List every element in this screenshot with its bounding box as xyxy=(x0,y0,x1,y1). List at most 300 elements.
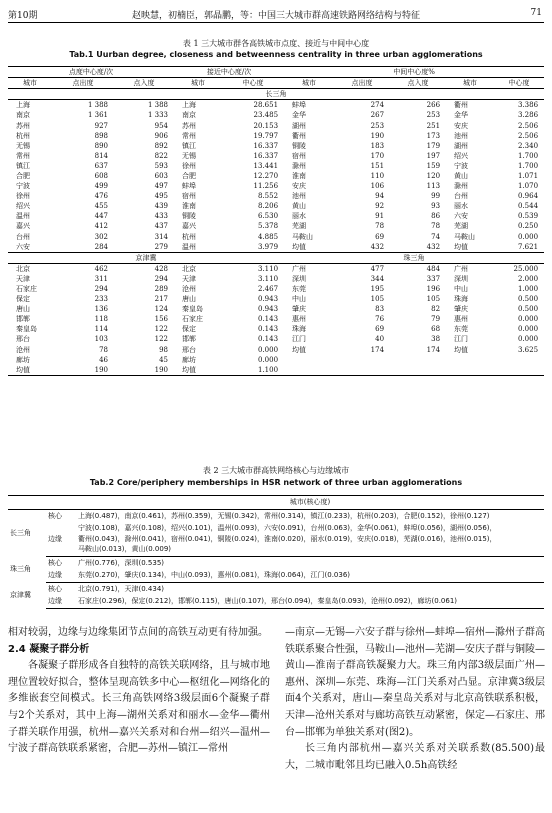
table-cell: 3.110 xyxy=(257,264,279,273)
table-cell xyxy=(284,355,334,365)
table-cell: 秦皇岛 xyxy=(16,325,37,334)
table-cell: 82 xyxy=(431,305,441,314)
table2-caption-en: Tab.2 Core/periphery memberships in HSR network of three urban agglomerations xyxy=(89,478,463,487)
table-cell: 池州 xyxy=(454,131,469,140)
table-cell: 合肥 xyxy=(182,171,197,180)
table-cell: 上海 xyxy=(16,101,30,110)
column-header: 点出度 xyxy=(334,78,390,89)
table-row xyxy=(8,221,544,231)
table-cell: 92 xyxy=(375,202,385,211)
table-cell: 徐州 xyxy=(16,192,30,201)
table-cell: 惠州 xyxy=(454,315,469,324)
table-cell: 179 xyxy=(426,141,441,150)
table-cell: 447 xyxy=(94,212,108,221)
table-cell: 890 xyxy=(94,141,108,150)
table-cell: 251 xyxy=(426,121,441,130)
table-row xyxy=(8,131,544,141)
body-right-column xyxy=(285,625,545,774)
table-cell: 滁州 xyxy=(292,161,307,170)
table-cell: 170 xyxy=(370,151,385,160)
table-cell: 嘉兴 xyxy=(182,222,197,231)
table-cell: 114 xyxy=(94,325,108,334)
table-cell: 珠海 xyxy=(292,325,307,334)
table-cell: 1 361 xyxy=(87,111,108,120)
table-cell: 均值 xyxy=(454,242,469,251)
column-header: 城市 xyxy=(284,78,334,89)
region-label: 京津冀 xyxy=(10,590,31,599)
table-cell: 3.286 xyxy=(518,111,539,120)
table-cell: 1 333 xyxy=(147,111,169,120)
table-cell: 1.071 xyxy=(518,171,539,180)
table-cell: 滁州 xyxy=(454,182,469,191)
table-row xyxy=(8,355,544,365)
table-cell: 秦皇岛 xyxy=(182,305,204,314)
body-left-column xyxy=(8,625,270,758)
table-cell: 25.000 xyxy=(513,264,539,273)
table-cell: 174 xyxy=(426,345,441,354)
page-number: 71 xyxy=(530,8,542,18)
table-cell: 190 xyxy=(114,365,174,376)
membership-kind: 核心 xyxy=(48,558,62,567)
table-row xyxy=(8,569,544,582)
table-cell: 江门 xyxy=(454,335,469,344)
table-cell: 惠州 xyxy=(292,315,307,324)
table-cell: 106 xyxy=(370,182,385,191)
table-cell: 2.467 xyxy=(257,285,279,294)
table-cell: 六安 xyxy=(454,212,469,221)
table-row xyxy=(8,191,544,201)
table-cell: 46 xyxy=(99,355,108,364)
table-cell: 均值 xyxy=(8,365,52,376)
table-cell: 183 xyxy=(370,141,385,150)
table-cell: 均值 xyxy=(292,242,307,251)
table-cell: 344 xyxy=(370,274,385,283)
table-cell: 105 xyxy=(426,295,441,304)
table-cell: 289 xyxy=(154,285,169,294)
table-cell: 0.544 xyxy=(518,202,539,211)
city-list-line: 上海(0.487)，南京(0.461)，苏州(0.359)，无锡(0.342)，常州(0.314)，镇江(0.233)，杭州(0.203)，合肥(0.152)，徐州(0.127) xyxy=(78,511,490,520)
table-cell: 99 xyxy=(431,192,441,201)
table-cell: 0.000 xyxy=(518,232,539,241)
table-cell: 196 xyxy=(426,285,441,294)
table-cell: 0.943 xyxy=(257,295,279,304)
table-cell: 池州 xyxy=(292,192,307,201)
city-list xyxy=(76,569,544,582)
table-cell: 绍兴 xyxy=(16,202,30,211)
table-cell: 肇庆 xyxy=(292,305,307,314)
table1 xyxy=(8,66,544,376)
table-cell: 宿州 xyxy=(292,151,307,160)
table-cell: 69 xyxy=(375,325,385,334)
table-row xyxy=(8,171,544,181)
table-cell: 337 xyxy=(426,274,441,283)
column-header: 城市 xyxy=(8,78,52,89)
table-cell: 3.386 xyxy=(518,101,539,110)
table-cell: 中山 xyxy=(292,295,307,304)
table1-caption-cn: 表 1 三大城市群各高铁城市点度、接近与中间中心度 xyxy=(182,39,370,48)
table-cell: 沧州 xyxy=(16,345,30,354)
table-cell: 蚌埠 xyxy=(182,182,197,191)
table-cell: 927 xyxy=(94,121,108,130)
region-label: 京津冀 xyxy=(8,252,284,263)
table-cell: 608 xyxy=(94,171,108,180)
table-cell: 均值 xyxy=(174,365,222,376)
table-cell: 0.000 xyxy=(518,335,539,344)
table-cell: 195 xyxy=(370,285,385,294)
table-cell xyxy=(494,355,544,365)
table-cell: 78 xyxy=(431,222,441,231)
table-cell: 20.153 xyxy=(253,121,279,130)
paragraph: 相对较弱，边缘与边缘集团节点间的高铁互动更有待加强。 xyxy=(8,627,268,638)
table-cell: 温州 xyxy=(16,212,30,221)
table-cell: 495 xyxy=(154,192,169,201)
table-cell: 69 xyxy=(375,232,385,241)
table-row xyxy=(8,509,544,522)
table-cell: 保定 xyxy=(182,325,197,334)
table-cell: 苏州 xyxy=(16,121,30,130)
column-header: 点入度 xyxy=(114,78,174,89)
table-cell: 954 xyxy=(154,121,169,130)
region-label: 珠三角 xyxy=(284,252,544,263)
city-list xyxy=(76,595,544,608)
table-cell: 94 xyxy=(375,192,385,201)
table-cell: 苏州 xyxy=(182,121,197,130)
table-row xyxy=(8,100,544,111)
column-header: 城市 xyxy=(174,78,222,89)
city-list xyxy=(76,522,544,556)
table-cell: 455 xyxy=(94,202,108,211)
table-cell: 603 xyxy=(154,171,169,180)
table-cell: 1 388 xyxy=(147,101,169,110)
table-cell: 杭州 xyxy=(16,131,30,140)
table-cell: 122 xyxy=(154,335,169,344)
table-cell: 432 xyxy=(370,242,385,251)
table-cell: 上海 xyxy=(182,101,197,110)
paragraph: —南京—无锡—六安子群与徐州—蚌埠—宿州—滁州子群高铁联系聚合性强，马鞍山—池州—芜湖—安庆子群与铜陵—黄山—淮南子群高铁凝聚力大。珠三角内部3级层面广州—惠州、深圳—东莞、珠海—江门关系对凸显。京津冀3级层面4个关系对，唐山—秦皇岛关系对与北京高铁联系积极，天津—沧州关系对与廊坊高铁互动紧密，保定—石家庄、邢台—邯郸为单独关系对(图2)。 xyxy=(285,627,545,738)
table-row xyxy=(8,263,544,274)
table-cell: 190 xyxy=(370,131,385,140)
table-row xyxy=(8,274,544,284)
table-cell: 412 xyxy=(94,222,108,231)
running-header xyxy=(8,6,544,23)
city-list xyxy=(76,509,544,522)
table-cell: 南京 xyxy=(182,111,197,120)
table-row xyxy=(8,232,544,242)
table-cell: 110 xyxy=(370,171,385,180)
table-cell: 78 xyxy=(375,222,385,231)
table-cell: 广州 xyxy=(454,264,469,273)
table-cell: 5.378 xyxy=(257,222,279,231)
city-list xyxy=(76,556,544,569)
table-cell: 保定 xyxy=(16,295,30,304)
table-cell: 0.143 xyxy=(257,335,279,344)
table-cell: 无锡 xyxy=(182,151,197,160)
table-cell: 822 xyxy=(154,151,169,160)
table-cell: 2.506 xyxy=(518,121,539,130)
table-cell: 3.110 xyxy=(257,274,279,283)
table-cell: 124 xyxy=(154,305,169,314)
table-cell: 1.100 xyxy=(222,365,284,376)
table-cell: 253 xyxy=(426,111,441,120)
table-cell: 76 xyxy=(375,315,385,324)
table-cell: 合肥 xyxy=(16,171,30,180)
table-cell: 6.530 xyxy=(257,212,279,221)
table-cell: 1.700 xyxy=(518,161,539,170)
table-cell: 马鞍山 xyxy=(454,232,476,241)
table-cell: 11.256 xyxy=(253,182,279,191)
table-cell: 淮南 xyxy=(292,171,307,180)
table-cell: 邢台 xyxy=(16,335,30,344)
column-header: 城市 xyxy=(446,78,494,89)
table-cell: 267 xyxy=(370,111,385,120)
table-cell: 3.625 xyxy=(518,345,539,354)
table-row xyxy=(8,211,544,221)
group-header: 接近中心度/次 xyxy=(174,67,284,78)
table-cell: 462 xyxy=(94,264,108,273)
table-row xyxy=(8,294,544,304)
table-cell: 311 xyxy=(94,274,108,283)
table-row xyxy=(8,522,544,556)
table-cell: 98 xyxy=(159,345,169,354)
table-row xyxy=(8,324,544,334)
table-cell: 金华 xyxy=(454,111,469,120)
table-row xyxy=(8,120,544,130)
table-cell: 284 xyxy=(94,242,108,251)
table-cell: 83 xyxy=(375,305,385,314)
table-cell: 439 xyxy=(154,202,169,211)
table-row xyxy=(8,181,544,191)
table-cell: 16.337 xyxy=(253,151,279,160)
table-cell: 28.651 xyxy=(253,101,279,110)
table-cell: 北京 xyxy=(16,264,30,273)
table-cell: 绍兴 xyxy=(454,151,469,160)
table-cell: 159 xyxy=(426,161,441,170)
table-cell: 7.621 xyxy=(518,242,539,251)
table-row xyxy=(8,595,544,608)
table-cell: 40 xyxy=(375,335,385,344)
table-cell: 廊坊 xyxy=(16,355,30,364)
table-cell: 常州 xyxy=(182,131,197,140)
table-row xyxy=(8,582,544,595)
table-cell: 东莞 xyxy=(454,325,469,334)
table-cell: 23.485 xyxy=(253,111,279,120)
table-cell: 广州 xyxy=(292,264,307,273)
table-cell: 314 xyxy=(154,232,169,241)
table-cell: 898 xyxy=(94,131,108,140)
table-cell xyxy=(390,355,446,365)
membership-kind: 边缘 xyxy=(46,569,76,582)
section-heading: 2.4 凝聚子群分析 xyxy=(8,643,90,655)
table-row xyxy=(8,304,544,314)
city-list-line: 马鞍山(0.013)，黄山(0.009) xyxy=(78,545,172,553)
table-cell: 宿州 xyxy=(182,192,197,201)
table-cell: 814 xyxy=(94,151,108,160)
table-cell: 477 xyxy=(370,264,385,273)
table-cell: 铜陵 xyxy=(182,212,197,221)
table-cell: 六安 xyxy=(16,242,30,251)
table-cell: 197 xyxy=(426,151,441,160)
table-cell: 北京 xyxy=(182,264,197,273)
table-cell: 安庆 xyxy=(454,121,469,130)
table-cell: 432 xyxy=(426,242,441,251)
table-cell: 2.000 xyxy=(518,274,539,283)
table-cell: 86 xyxy=(431,212,441,221)
region-label: 长三角 xyxy=(10,528,31,537)
table-cell: 蚌埠 xyxy=(292,101,307,110)
table-cell: 邯郸 xyxy=(16,315,30,324)
table-cell: 2.340 xyxy=(518,141,539,150)
table-cell: 0.143 xyxy=(257,325,279,334)
table-cell: 常州 xyxy=(16,151,30,160)
table-row xyxy=(8,161,544,171)
table-cell: 892 xyxy=(154,141,169,150)
table-cell: 8.552 xyxy=(257,192,279,201)
table-cell: 266 xyxy=(426,101,441,110)
table-cell: 石家庄 xyxy=(16,285,37,294)
table-cell: 2.506 xyxy=(518,131,539,140)
table-cell: 13.441 xyxy=(253,161,279,170)
table-cell: 丽水 xyxy=(292,212,307,221)
table-cell xyxy=(390,365,446,376)
table-cell: 906 xyxy=(154,131,169,140)
table-cell: 0.000 xyxy=(257,345,279,354)
table-cell: 肇庆 xyxy=(454,305,469,314)
table-cell: 温州 xyxy=(182,242,197,251)
table-cell: 91 xyxy=(375,212,385,221)
table-cell: 593 xyxy=(154,161,169,170)
table-cell: 邯郸 xyxy=(182,335,197,344)
table-cell: 铜陵 xyxy=(292,141,307,150)
membership-kind: 核心 xyxy=(48,584,62,593)
table-cell: 428 xyxy=(154,264,169,273)
group-header: 中间中心度% xyxy=(284,67,544,78)
table-row xyxy=(8,284,544,294)
table-cell: 东莞 xyxy=(292,285,307,294)
table-cell: 0.250 xyxy=(518,222,539,231)
membership-kind: 边缘 xyxy=(46,522,76,556)
table-row xyxy=(8,151,544,161)
table-cell: 丽水 xyxy=(454,202,469,211)
table-row xyxy=(8,242,544,253)
city-list-line: 衢州(0.043)，滁州(0.041)，宿州(0.041)，铜陵(0.024)，淮南(0.020)，丽水(0.019)，安庆(0.018)，芜湖(0.016)，池州(0.015)， xyxy=(78,534,497,543)
table-cell: 103 xyxy=(94,335,108,344)
membership-kind: 核心 xyxy=(48,511,62,520)
membership-kind: 边缘 xyxy=(46,595,76,608)
table-cell: 497 xyxy=(154,182,169,191)
table-cell: 金华 xyxy=(292,111,307,120)
table-cell: 天津 xyxy=(16,274,30,283)
table-cell: 镇江 xyxy=(182,141,197,150)
table2-caption-cn: 表 2 三大城市群高铁网络核心与边缘城市 xyxy=(202,466,350,475)
table-cell: 279 xyxy=(154,242,169,251)
table-cell: 38 xyxy=(431,335,441,344)
table-cell: 173 xyxy=(426,131,441,140)
table-cell: 3.979 xyxy=(257,242,279,251)
table-row xyxy=(8,201,544,211)
table-cell: 均值 xyxy=(454,345,469,354)
table-cell: 沧州 xyxy=(182,285,197,294)
table-cell: 唐山 xyxy=(16,305,30,314)
table-cell: 无锡 xyxy=(16,141,30,150)
table-cell xyxy=(494,365,544,376)
table-cell: 黄山 xyxy=(292,202,307,211)
table-cell: 122 xyxy=(154,325,169,334)
table-cell: 衢州 xyxy=(454,101,469,110)
table-cell: 294 xyxy=(154,274,169,283)
table-cell: 廊坊 xyxy=(182,355,197,364)
table-cell: 1.700 xyxy=(518,151,539,160)
city-list-line: 广州(0.776)，深圳(0.535) xyxy=(78,558,165,567)
table-cell: 衢州 xyxy=(292,131,307,140)
table-cell: 宁波 xyxy=(16,182,30,191)
table-cell: 马鞍山 xyxy=(292,232,314,241)
table-cell: 宁波 xyxy=(454,161,469,170)
table-row xyxy=(8,141,544,151)
table-cell: 徐州 xyxy=(182,161,197,170)
table-cell: 均值 xyxy=(292,345,307,354)
table1-caption-en: Tab.1 Uurban degree, closeness and betweenness centrality in three urban agglomerations xyxy=(69,50,483,59)
table-cell: 芜湖 xyxy=(454,222,469,231)
table-cell: 芜湖 xyxy=(292,222,307,231)
table-row xyxy=(8,110,544,120)
table-cell: 45 xyxy=(159,355,169,364)
table-cell: 邢台 xyxy=(182,345,197,354)
table-cell: 499 xyxy=(94,182,108,191)
city-list-line: 北京(0.791)，天津(0.434) xyxy=(78,584,165,593)
issue-label: 第10期 xyxy=(8,11,38,21)
table-cell: 74 xyxy=(431,232,441,241)
column-header: 中心度 xyxy=(494,78,544,89)
city-list-line: 东莞(0.270)，肇庆(0.134)，中山(0.093)，惠州(0.081)，珠海(0.064)，江门(0.036) xyxy=(78,571,351,579)
table-cell: 1 388 xyxy=(87,101,108,110)
table-cell: 113 xyxy=(426,182,441,191)
table-cell: 0.143 xyxy=(257,315,279,324)
table-cell: 台州 xyxy=(454,192,469,201)
table-cell xyxy=(284,365,334,376)
table-cell: 唐山 xyxy=(182,295,197,304)
city-list-line: 石家庄(0.296)，保定(0.212)，邯郸(0.115)，唐山(0.107)，邢台(0.094)，秦皇岛(0.093)，沧州(0.092)，廊坊(0.061) xyxy=(78,597,458,605)
table-cell: 湖州 xyxy=(454,141,469,150)
table-cell: 294 xyxy=(94,285,108,294)
table-cell: 珠海 xyxy=(454,295,469,304)
column-header: 点出度 xyxy=(52,78,114,89)
table-cell: 石家庄 xyxy=(182,315,204,324)
city-list-line: 宁波(0.108)，嘉兴(0.108)，绍兴(0.101)，温州(0.093)，六安(0.091)，台州(0.063)，金华(0.061)，蚌埠(0.056)，湖州(0.056)， xyxy=(78,524,497,532)
table-cell: 江门 xyxy=(292,335,307,344)
table-cell: 南京 xyxy=(16,111,30,120)
column-header: 城市(核心度) xyxy=(76,496,544,510)
table-cell: 302 xyxy=(94,232,108,241)
table-cell: 0.500 xyxy=(518,295,539,304)
table-cell: 嘉兴 xyxy=(16,222,30,231)
table-cell: 0.000 xyxy=(518,325,539,334)
table-cell: 78 xyxy=(99,345,108,354)
table-cell: 118 xyxy=(94,315,108,324)
table-cell: 0.943 xyxy=(257,305,279,314)
table-row xyxy=(8,556,544,569)
city-list xyxy=(76,582,544,595)
table-cell: 湖州 xyxy=(292,121,307,130)
table-cell xyxy=(334,355,390,365)
table-cell: 杭州 xyxy=(182,232,197,241)
table-row xyxy=(8,345,544,355)
table-cell: 淮南 xyxy=(182,202,197,211)
table-cell: 174 xyxy=(370,345,385,354)
table-cell: 79 xyxy=(431,315,441,324)
table-cell: 437 xyxy=(154,222,169,231)
table-cell xyxy=(446,355,494,365)
article-authors-title: 赵映慧，初楠臣，郭晶鹏，等：中国三大城市群高速铁路网络结构与特征 xyxy=(131,11,420,21)
